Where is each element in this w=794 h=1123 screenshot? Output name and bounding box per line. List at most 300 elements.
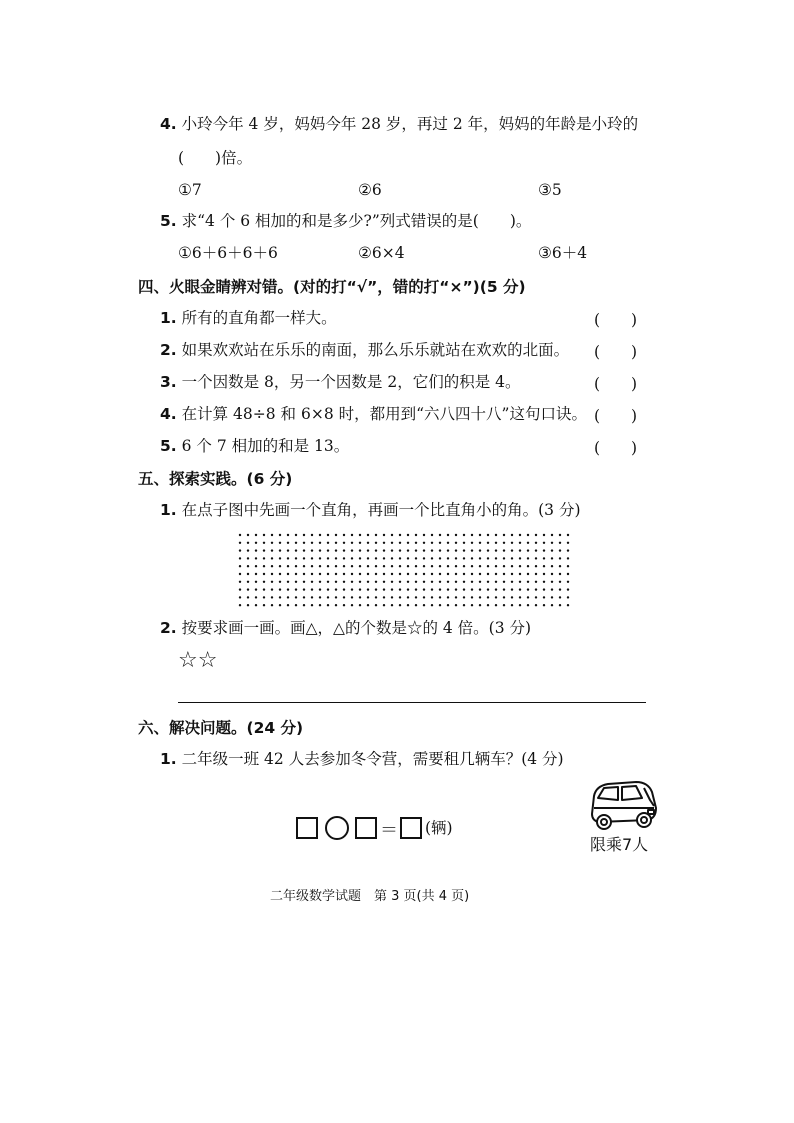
grid-dot bbox=[487, 565, 489, 567]
grid-dot bbox=[423, 557, 425, 559]
grid-dot bbox=[367, 573, 369, 575]
grid-dot bbox=[359, 573, 361, 575]
grid-dot bbox=[439, 604, 441, 606]
grid-dot bbox=[263, 549, 265, 551]
grid-dot bbox=[335, 596, 337, 598]
grid-dot bbox=[455, 581, 457, 583]
grid-dot bbox=[463, 565, 465, 567]
grid-dot bbox=[463, 588, 465, 590]
q5-option-3: ③6＋4 bbox=[538, 244, 588, 262]
grid-dot bbox=[239, 542, 241, 544]
grid-dot bbox=[391, 549, 393, 551]
grid-dot bbox=[367, 596, 369, 598]
grid-dot bbox=[263, 588, 265, 590]
grid-dot bbox=[255, 581, 257, 583]
grid-dot bbox=[439, 581, 441, 583]
q5-text: 求“4 个 6 相加的和是多少?”列式错误的是( )。 bbox=[181, 212, 532, 230]
star-icons: ☆☆ bbox=[178, 648, 218, 673]
grid-dot bbox=[511, 565, 513, 567]
grid-dot bbox=[367, 557, 369, 559]
grid-dot bbox=[511, 557, 513, 559]
grid-dot bbox=[567, 534, 569, 536]
grid-dot bbox=[375, 588, 377, 590]
grid-dot bbox=[455, 542, 457, 544]
grid-dot bbox=[415, 549, 417, 551]
car-capacity-label: 限乘7人 bbox=[590, 835, 649, 854]
grid-dot bbox=[479, 549, 481, 551]
grid-dot bbox=[511, 596, 513, 598]
grid-dot bbox=[303, 596, 305, 598]
grid-dot bbox=[399, 557, 401, 559]
grid-dot bbox=[303, 542, 305, 544]
grid-dot bbox=[487, 573, 489, 575]
grid-dot bbox=[383, 542, 385, 544]
grid-dot bbox=[383, 573, 385, 575]
grid-dot bbox=[431, 573, 433, 575]
grid-dot bbox=[495, 604, 497, 606]
grid-dot bbox=[415, 588, 417, 590]
s5-q1-number: 1. bbox=[160, 501, 177, 519]
grid-dot bbox=[455, 565, 457, 567]
grid-dot bbox=[255, 596, 257, 598]
grid-dot bbox=[399, 596, 401, 598]
grid-dot bbox=[399, 565, 401, 567]
grid-dot bbox=[271, 534, 273, 536]
grid-dot bbox=[391, 604, 393, 606]
grid-dot bbox=[551, 604, 553, 606]
grid-dot bbox=[271, 565, 273, 567]
grid-dot bbox=[567, 596, 569, 598]
grid-dot bbox=[287, 588, 289, 590]
grid-dot bbox=[551, 542, 553, 544]
grid-dot bbox=[447, 549, 449, 551]
s6-q1-number: 1. bbox=[160, 750, 177, 768]
grid-dot bbox=[351, 604, 353, 606]
grid-dot bbox=[431, 596, 433, 598]
grid-dot bbox=[415, 596, 417, 598]
s4-item-4-answer[interactable]: ( ) bbox=[594, 407, 638, 425]
grid-dot bbox=[375, 573, 377, 575]
grid-dot bbox=[439, 573, 441, 575]
grid-dot bbox=[503, 588, 505, 590]
grid-dot bbox=[271, 588, 273, 590]
grid-dot bbox=[455, 573, 457, 575]
grid-dot bbox=[311, 604, 313, 606]
grid-dot bbox=[271, 581, 273, 583]
grid-dot bbox=[479, 581, 481, 583]
grid-dot bbox=[343, 557, 345, 559]
grid-dot bbox=[415, 565, 417, 567]
grid-dot bbox=[431, 557, 433, 559]
grid-dot bbox=[319, 581, 321, 583]
grid-dot bbox=[527, 565, 529, 567]
grid-dot bbox=[311, 542, 313, 544]
grid-dot bbox=[295, 581, 297, 583]
grid-dot bbox=[287, 557, 289, 559]
grid-dot bbox=[559, 549, 561, 551]
grid-dot bbox=[479, 557, 481, 559]
grid-dot bbox=[559, 581, 561, 583]
grid-dot bbox=[311, 581, 313, 583]
grid-dot bbox=[375, 549, 377, 551]
grid-dot bbox=[495, 573, 497, 575]
grid-dot bbox=[335, 581, 337, 583]
grid-dot bbox=[271, 549, 273, 551]
grid-dot bbox=[479, 534, 481, 536]
grid-dot bbox=[463, 596, 465, 598]
grid-dot bbox=[535, 588, 537, 590]
s4-item-1-answer[interactable]: ( ) bbox=[594, 311, 638, 329]
grid-dot bbox=[535, 542, 537, 544]
grid-dot bbox=[383, 557, 385, 559]
s4-item-1-number: 1. bbox=[160, 309, 177, 327]
grid-dot bbox=[287, 565, 289, 567]
grid-dot bbox=[399, 588, 401, 590]
grid-dot bbox=[287, 596, 289, 598]
grid-dot bbox=[247, 596, 249, 598]
grid-dot bbox=[247, 604, 249, 606]
grid-dot bbox=[479, 596, 481, 598]
q5-option-1: ①6＋6＋6＋6 bbox=[178, 244, 278, 262]
grid-dot bbox=[271, 542, 273, 544]
grid-dot bbox=[463, 604, 465, 606]
grid-dot bbox=[535, 573, 537, 575]
grid-dot bbox=[495, 534, 497, 536]
grid-dot bbox=[279, 588, 281, 590]
grid-dot bbox=[407, 534, 409, 536]
grid-dot bbox=[295, 565, 297, 567]
equals-sign: ＝ bbox=[380, 820, 398, 841]
grid-dot bbox=[439, 542, 441, 544]
s5-q1-text: 在点子图中先画一个直角，再画一个比直角小的角。(3 分) bbox=[181, 501, 581, 519]
s4-item-2-answer[interactable]: ( ) bbox=[594, 343, 638, 361]
grid-dot bbox=[295, 596, 297, 598]
grid-dot bbox=[279, 549, 281, 551]
grid-dot bbox=[391, 596, 393, 598]
grid-dot bbox=[463, 557, 465, 559]
grid-dot bbox=[303, 604, 305, 606]
grid-dot bbox=[263, 557, 265, 559]
grid-dot bbox=[351, 565, 353, 567]
grid-dot bbox=[375, 534, 377, 536]
grid-dot bbox=[519, 581, 521, 583]
grid-dot bbox=[447, 557, 449, 559]
grid-dot bbox=[407, 596, 409, 598]
grid-dot bbox=[423, 542, 425, 544]
grid-dot bbox=[247, 565, 249, 567]
grid-dot bbox=[511, 581, 513, 583]
grid-dot bbox=[383, 565, 385, 567]
grid-dot bbox=[375, 542, 377, 544]
grid-dot bbox=[319, 534, 321, 536]
grid-dot bbox=[551, 596, 553, 598]
grid-dot bbox=[391, 581, 393, 583]
grid-dot bbox=[439, 596, 441, 598]
grid-dot bbox=[407, 588, 409, 590]
grid-dot bbox=[239, 581, 241, 583]
grid-dot bbox=[471, 565, 473, 567]
grid-dot bbox=[359, 596, 361, 598]
grid-dot bbox=[351, 581, 353, 583]
grid-dot bbox=[543, 557, 545, 559]
grid-dot bbox=[239, 596, 241, 598]
grid-dot bbox=[319, 542, 321, 544]
grid-dot bbox=[559, 534, 561, 536]
section6-title: 六、解决问题。(24 分) bbox=[138, 719, 304, 737]
grid-dot bbox=[463, 573, 465, 575]
grid-dot bbox=[311, 588, 313, 590]
grid-dot bbox=[263, 604, 265, 606]
answer-box-1[interactable] bbox=[296, 817, 318, 839]
grid-dot bbox=[351, 588, 353, 590]
grid-dot bbox=[255, 588, 257, 590]
grid-dot bbox=[423, 588, 425, 590]
grid-dot bbox=[543, 565, 545, 567]
grid-dot bbox=[455, 534, 457, 536]
grid-dot bbox=[319, 565, 321, 567]
grid-dot bbox=[551, 565, 553, 567]
grid-dot bbox=[287, 542, 289, 544]
grid-dot bbox=[375, 581, 377, 583]
grid-dot bbox=[383, 549, 385, 551]
grid-dot bbox=[383, 581, 385, 583]
grid-dot bbox=[479, 542, 481, 544]
grid-dot bbox=[423, 604, 425, 606]
s4-item-4-text: 在计算 48÷8 和 6×8 时，都用到“六八四十八”这句口诀。 bbox=[181, 405, 587, 423]
q5-option-2: ②6×4 bbox=[358, 244, 405, 262]
grid-dot bbox=[423, 549, 425, 551]
dot-grid[interactable] bbox=[236, 532, 576, 608]
q4-option-1: ①7 bbox=[178, 181, 202, 199]
grid-dot bbox=[271, 573, 273, 575]
grid-dot bbox=[391, 534, 393, 536]
grid-dot bbox=[471, 557, 473, 559]
grid-dot bbox=[447, 573, 449, 575]
grid-dot bbox=[335, 542, 337, 544]
grid-dot bbox=[295, 534, 297, 536]
grid-dot bbox=[519, 542, 521, 544]
grid-dot bbox=[359, 588, 361, 590]
grid-dot bbox=[327, 604, 329, 606]
operator-circle[interactable] bbox=[325, 816, 349, 840]
grid-dot bbox=[391, 565, 393, 567]
grid-dot bbox=[543, 534, 545, 536]
grid-dot bbox=[463, 534, 465, 536]
grid-dot bbox=[423, 596, 425, 598]
answer-line[interactable] bbox=[178, 702, 646, 703]
grid-dot bbox=[335, 565, 337, 567]
grid-dot bbox=[327, 542, 329, 544]
grid-dot bbox=[471, 573, 473, 575]
grid-dot bbox=[527, 542, 529, 544]
grid-dot bbox=[447, 604, 449, 606]
grid-dot bbox=[367, 534, 369, 536]
grid-dot bbox=[391, 542, 393, 544]
grid-dot bbox=[479, 604, 481, 606]
grid-dot bbox=[351, 549, 353, 551]
grid-dot bbox=[511, 604, 513, 606]
grid-dot bbox=[407, 573, 409, 575]
grid-dot bbox=[407, 549, 409, 551]
grid-dot bbox=[279, 581, 281, 583]
grid-dot bbox=[527, 557, 529, 559]
grid-dot bbox=[327, 581, 329, 583]
grid-dot bbox=[391, 588, 393, 590]
grid-dot bbox=[471, 549, 473, 551]
grid-dot bbox=[255, 604, 257, 606]
grid-dot bbox=[327, 534, 329, 536]
s4-item-3-number: 3. bbox=[160, 373, 177, 391]
grid-dot bbox=[367, 581, 369, 583]
grid-dot bbox=[439, 565, 441, 567]
grid-dot bbox=[303, 565, 305, 567]
s4-item-5-answer[interactable]: ( ) bbox=[594, 439, 638, 457]
grid-dot bbox=[247, 549, 249, 551]
grid-dot bbox=[527, 596, 529, 598]
grid-dot bbox=[487, 588, 489, 590]
grid-dot bbox=[567, 581, 569, 583]
grid-dot bbox=[503, 534, 505, 536]
grid-dot bbox=[255, 565, 257, 567]
grid-dot bbox=[487, 542, 489, 544]
grid-dot bbox=[519, 604, 521, 606]
grid-dot bbox=[407, 565, 409, 567]
q4-line2: ( )倍。 bbox=[178, 149, 253, 167]
page-footer: 二年级数学试题 第 3 页(共 4 页) bbox=[270, 889, 470, 904]
grid-dot bbox=[471, 542, 473, 544]
grid-dot bbox=[319, 596, 321, 598]
grid-dot bbox=[463, 542, 465, 544]
grid-dot bbox=[351, 542, 353, 544]
grid-dot bbox=[479, 573, 481, 575]
grid-dot bbox=[519, 573, 521, 575]
section5-title: 五、探索实践。(6 分) bbox=[138, 470, 293, 488]
grid-dot bbox=[439, 588, 441, 590]
grid-dot bbox=[407, 542, 409, 544]
grid-dot bbox=[535, 549, 537, 551]
grid-dot bbox=[519, 565, 521, 567]
grid-dot bbox=[407, 604, 409, 606]
grid-dot bbox=[447, 588, 449, 590]
grid-dot bbox=[431, 588, 433, 590]
answer-box-2[interactable] bbox=[355, 817, 377, 839]
grid-dot bbox=[335, 557, 337, 559]
grid-dot bbox=[535, 581, 537, 583]
s4-item-1 bbox=[160, 308, 337, 328]
grid-dot bbox=[263, 565, 265, 567]
grid-dot bbox=[487, 534, 489, 536]
grid-dot bbox=[279, 604, 281, 606]
grid-dot bbox=[519, 549, 521, 551]
grid-dot bbox=[319, 573, 321, 575]
grid-dot bbox=[511, 549, 513, 551]
grid-dot bbox=[287, 581, 289, 583]
grid-dot bbox=[319, 604, 321, 606]
grid-dot bbox=[239, 604, 241, 606]
grid-dot bbox=[463, 581, 465, 583]
grid-dot bbox=[559, 557, 561, 559]
grid-dot bbox=[447, 581, 449, 583]
grid-dot bbox=[311, 565, 313, 567]
answer-box-3[interactable] bbox=[400, 817, 422, 839]
grid-dot bbox=[423, 573, 425, 575]
grid-dot bbox=[319, 549, 321, 551]
grid-dot bbox=[271, 557, 273, 559]
grid-dot bbox=[439, 557, 441, 559]
grid-dot bbox=[263, 534, 265, 536]
grid-dot bbox=[351, 596, 353, 598]
grid-dot bbox=[359, 557, 361, 559]
grid-dot bbox=[543, 542, 545, 544]
grid-dot bbox=[543, 581, 545, 583]
grid-dot bbox=[383, 596, 385, 598]
s4-item-3-answer[interactable]: ( ) bbox=[594, 375, 638, 393]
grid-dot bbox=[255, 557, 257, 559]
unit-label: (辆) bbox=[425, 819, 453, 837]
grid-dot bbox=[383, 604, 385, 606]
grid-dot bbox=[335, 534, 337, 536]
grid-dot bbox=[479, 588, 481, 590]
grid-dot bbox=[279, 534, 281, 536]
grid-dot bbox=[399, 604, 401, 606]
grid-dot bbox=[543, 604, 545, 606]
grid-dot bbox=[359, 581, 361, 583]
grid-dot bbox=[439, 549, 441, 551]
grid-dot bbox=[503, 557, 505, 559]
grid-dot bbox=[303, 534, 305, 536]
grid-dot bbox=[535, 565, 537, 567]
section4-title: 四、火眼金睛辨对错。(对的打“√”，错的打“×”)(5 分) bbox=[138, 278, 526, 296]
grid-dot bbox=[423, 581, 425, 583]
grid-dot bbox=[239, 534, 241, 536]
grid-dot bbox=[287, 549, 289, 551]
grid-dot bbox=[503, 581, 505, 583]
grid-dot bbox=[519, 534, 521, 536]
grid-dot bbox=[327, 573, 329, 575]
grid-dot bbox=[503, 604, 505, 606]
grid-dot bbox=[567, 542, 569, 544]
grid-dot bbox=[543, 573, 545, 575]
grid-dot bbox=[399, 542, 401, 544]
grid-dot bbox=[471, 534, 473, 536]
grid-dot bbox=[383, 534, 385, 536]
grid-dot bbox=[559, 542, 561, 544]
grid-dot bbox=[247, 573, 249, 575]
grid-dot bbox=[399, 534, 401, 536]
grid-dot bbox=[335, 573, 337, 575]
grid-dot bbox=[343, 534, 345, 536]
grid-dot bbox=[415, 557, 417, 559]
grid-dot bbox=[367, 542, 369, 544]
grid-dot bbox=[327, 549, 329, 551]
s5-q2-number: 2. bbox=[160, 619, 177, 637]
grid-dot bbox=[543, 588, 545, 590]
grid-dot bbox=[399, 573, 401, 575]
grid-dot bbox=[359, 542, 361, 544]
grid-dot bbox=[391, 573, 393, 575]
s6-q1-text: 二年级一班 42 人去参加冬令营，需要租几辆车？(4 分) bbox=[181, 750, 564, 768]
grid-dot bbox=[351, 573, 353, 575]
grid-dot bbox=[343, 581, 345, 583]
grid-dot bbox=[487, 557, 489, 559]
grid-dot bbox=[431, 549, 433, 551]
grid-dot bbox=[303, 573, 305, 575]
grid-dot bbox=[311, 534, 313, 536]
grid-dot bbox=[279, 573, 281, 575]
grid-dot bbox=[535, 534, 537, 536]
grid-dot bbox=[375, 604, 377, 606]
grid-dot bbox=[527, 534, 529, 536]
